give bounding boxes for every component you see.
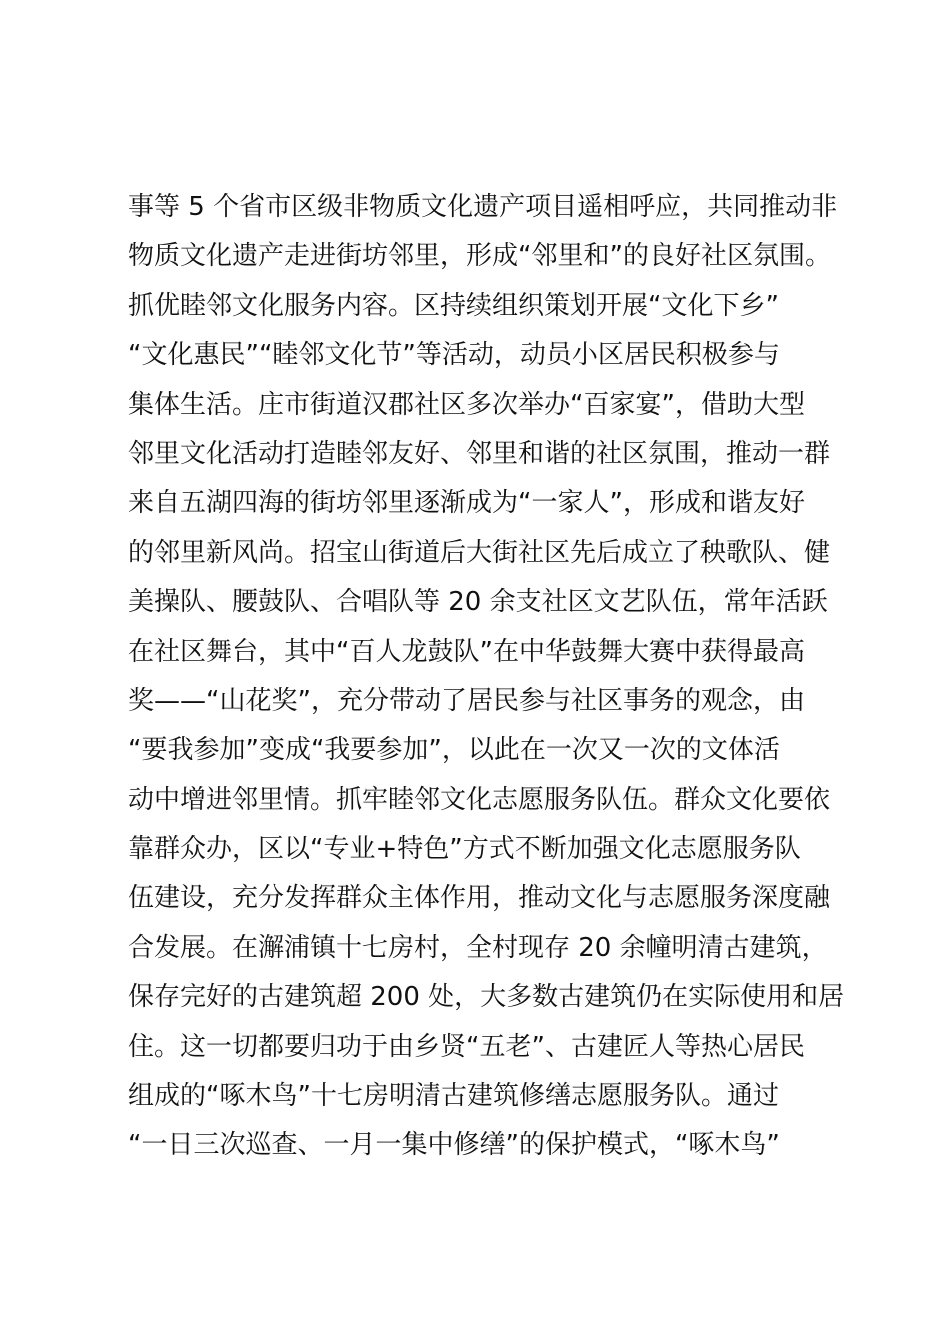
text-line: 集体生活。庄市街道汉郡社区多次举办“百家宴”，借助大型 [128, 389, 805, 420]
text-line: 的邻里新风尚。招宝山街道后大街社区先后成立了秧歌队、健 [128, 537, 831, 568]
text-line: 美操队、腰鼓队、合唱队等 20 余支社区文艺队伍，常年活跃 [128, 587, 828, 618]
text-line: 物质文化遗产走进街坊邻里，形成“邻里和”的良好社区氛围。 [128, 241, 831, 272]
text-line: 奖——“山花奖”，充分带动了居民参与社区事务的观念，由 [128, 685, 805, 716]
text-line: 事等 5 个省市区级非物质文化遗产项目遥相呼应，共同推动非 [128, 192, 838, 222]
text-line: 抓优睦邻文化服务内容。区持续组织策划开展“文化下乡” [128, 290, 779, 321]
text-line: “文化惠民”“睦邻文化节”等活动，动员小区居民积极参与 [128, 340, 780, 371]
text-line: 邻里文化活动打造睦邻友好、邻里和谐的社区氛围，推动一群 [128, 438, 831, 469]
text-line: “要我参加”变成“我要参加”，以此在一次又一次的文体活 [128, 735, 780, 766]
body-text [128, 183, 848, 1171]
text-line: 靠群众办，区以“专业+特色”方式不断加强文化志愿服务队 [128, 834, 801, 865]
text-line: 来自五湖四海的街坊邻里逐渐成为“一家人”，形成和谐友好 [128, 488, 805, 519]
text-line: “一日三次巡查、一月一集中修缮”的保护模式，“啄木鸟” [128, 1130, 780, 1161]
text-line: 住。这一切都要归功于由乡贤“五老”、古建匠人等热心居民 [128, 1031, 805, 1062]
text-line: 伍建设，充分发挥群众主体作用，推动文化与志愿服务深度融 [128, 883, 831, 914]
text-line: 保存完好的古建筑超 200 处，大多数古建筑仍在实际使用和居 [128, 982, 845, 1013]
text-line: 动中增进邻里情。抓牢睦邻文化志愿服务队伍。群众文化要依 [128, 784, 831, 815]
text-line: 组成的“啄木鸟”十七房明清古建筑修缮志愿服务队。通过 [128, 1081, 779, 1112]
text-line: 在社区舞台，其中“百人龙鼓队”在中华鼓舞大赛中获得最高 [128, 636, 805, 667]
text-line: 合发展。在澥浦镇十七房村，全村现存 20 余幢明清古建筑， [128, 932, 828, 963]
